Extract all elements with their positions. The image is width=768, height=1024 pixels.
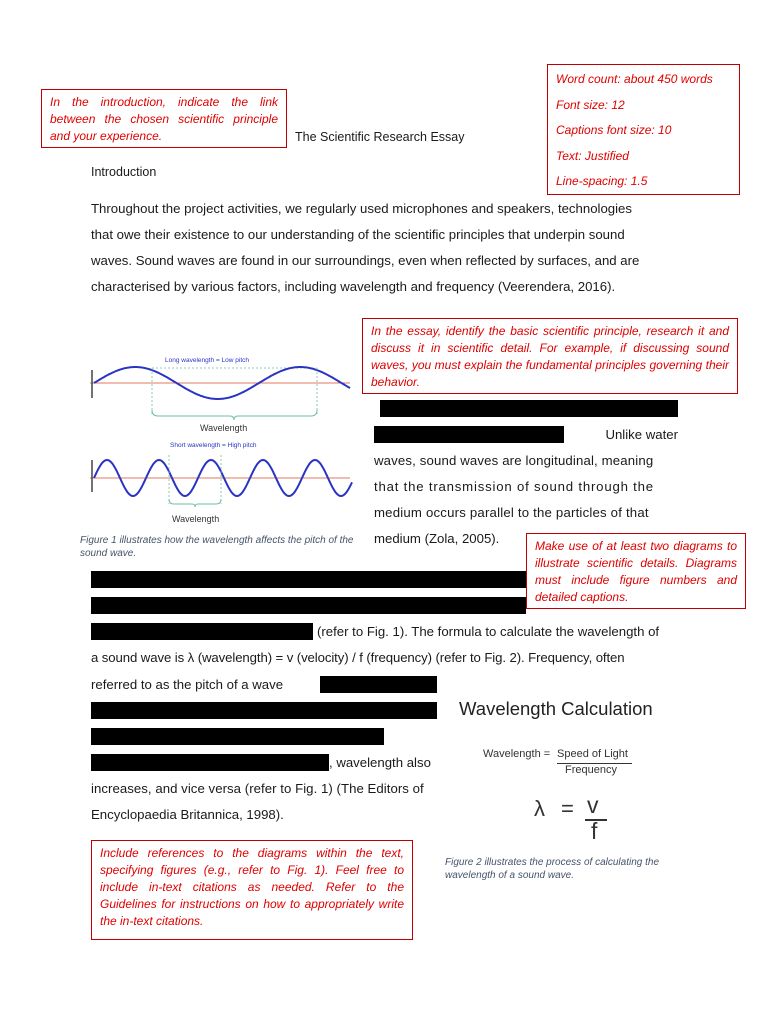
side-paragraph [374,448,678,552]
note-format-requirements [547,64,740,195]
figure-2-title: Wavelength Calculation [459,698,653,719]
wavelength-label-top: Wavelength [200,423,248,433]
note-text-justified: Text: Justified [556,148,629,163]
paragraph-line: , wavelength also [329,755,431,770]
formula-lhs: Wavelength = [483,748,551,760]
note-font-size: Font size: 12 [556,97,625,112]
velocity-symbol: v [587,792,599,818]
essay-title: The Scientific Research Essay [295,130,465,144]
redacted-block [91,702,437,719]
figure-2-wavelength-calculation [445,690,685,850]
note-intro-link: In the introduction, indicate the link between the chosen scientific principle and your experience. [41,89,287,148]
paragraph-line: waves, sound waves are longitudinal, meaning [374,453,654,468]
equals-symbol: = [561,796,574,821]
side-text-unlike: Unlike water [605,427,678,442]
note-references: Include references to the diagrams within the text, specifying figures (e.g., refer to Fig. 1). Feel free to include in-text citations as needed. Refer to the Guidelines for instructions on how to appropriately write the in-text citations. [91,840,413,940]
redacted-block [91,623,313,640]
paragraph-line: waves. Sound waves are found in our surroundings, even when reflected by surfaces, and are [91,253,640,268]
redacted-block [91,754,329,771]
redacted-block [320,676,437,693]
paragraph-line: that the transmission of sound through the [374,479,654,494]
redacted-block [91,728,384,745]
paragraph-line: (refer to Fig. 1). The formula to calculate the wavelength of [317,624,660,639]
paragraph-line: a sound wave is λ (wavelength) = v (velocity) / f (frequency) (refer to Fig. 2). Frequency, often [91,650,625,665]
paragraph-line: referred to as the pitch of a wave [91,677,284,692]
note-line-spacing: Line-spacing: 1.5 [556,174,648,188]
figure-1-wavelength-diagram [80,340,355,530]
paragraph-line: that owe their existence to our understanding of the scientific principles that underpin sound [91,227,625,242]
note-word-count: Word count: about 450 words [556,72,713,86]
intro-paragraph [91,196,678,300]
paragraph-line: Throughout the project activities, we regularly used microphones and speakers, technologies [91,201,632,216]
long-wavelength-label: Long wavelength = Low pitch [165,357,250,364]
redacted-block [91,571,526,588]
formula-numerator: Speed of Light [557,748,628,760]
wavelength-label-bottom: Wavelength [172,514,220,524]
redacted-block [380,400,678,417]
note-captions-font-size: Captions font size: 10 [556,123,672,137]
paragraph-line: increases, and vice versa (refer to Fig. 1) (The Editors of [91,781,424,796]
paragraph-line: medium occurs parallel to the particles of that [374,505,649,520]
paragraph-line: Encyclopaedia Britannica, 1998). [91,807,284,822]
note-diagrams: Make use of at least two diagrams to illustrate scientific details. Diagrams must include figure numbers and detailed captions. [526,533,746,609]
paragraph-line: characterised by various factors, including wavelength and frequency (Veerendera, 2016). [91,279,616,294]
lambda-symbol: λ [534,796,545,821]
note-scientific-principle: In the essay, identify the basic scientific principle, research it and discuss it in scientific detail. For example, if discussing sound waves, you must explain the fundamental principles governing their behavior. [362,318,738,394]
figure-2-caption: Figure 2 illustrates the process of calculating the wavelength of a sound wave. [445,857,659,881]
paragraph-line: medium (Zola, 2005). [374,531,500,546]
redacted-block [374,426,564,443]
formula-denominator: Frequency [565,764,617,776]
short-wavelength-label: Short wavelength = High pitch [170,442,257,449]
frequency-symbol: f [591,818,598,844]
figure-1-caption: Figure 1 illustrates how the wavelength affects the pitch of the sound wave. [80,535,354,559]
section-heading-introduction: Introduction [91,165,157,179]
redacted-block [91,597,526,614]
